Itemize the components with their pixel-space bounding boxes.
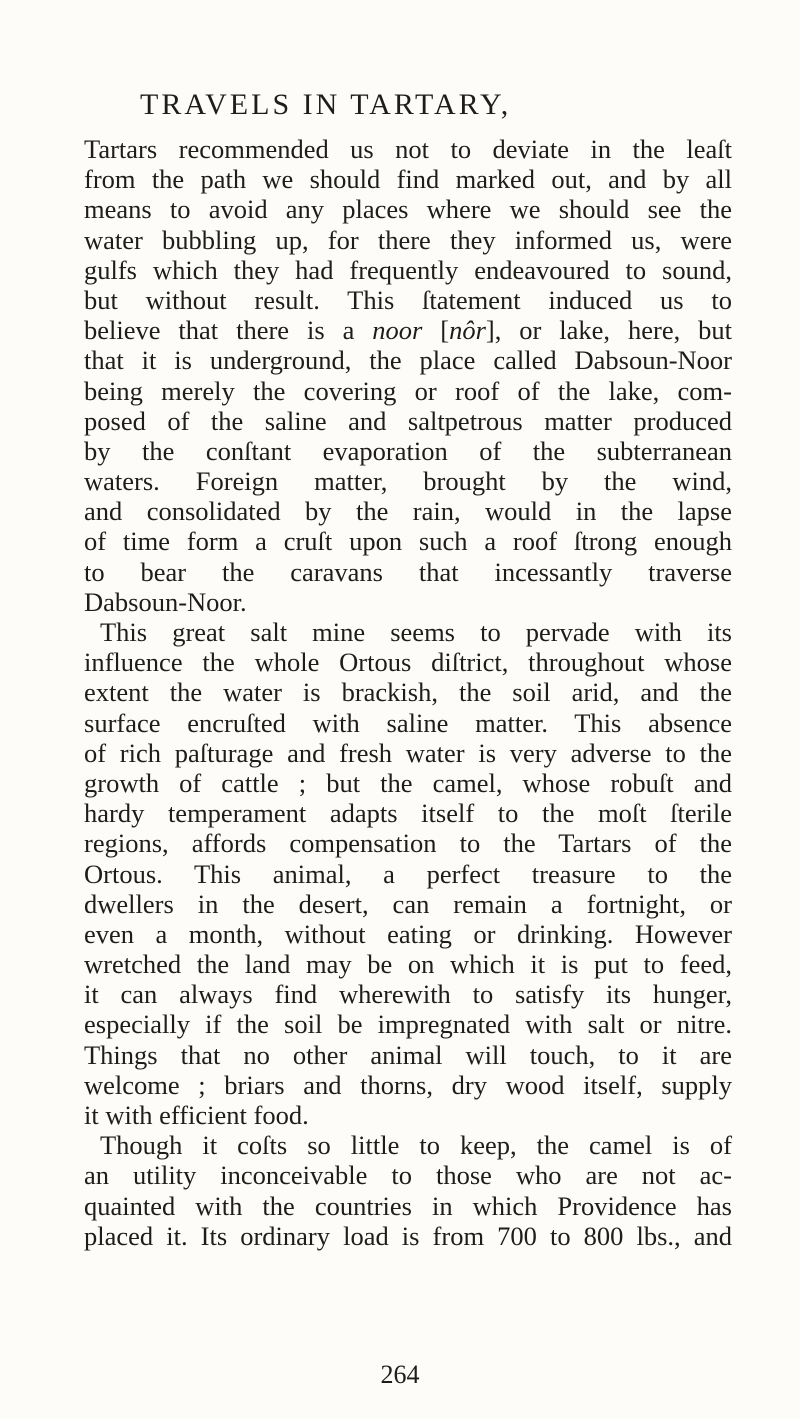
page-number: 264 — [380, 1360, 420, 1389]
text-line: waters. Foreign matter, brought by the wind, — [84, 466, 732, 497]
text-line: welcome ; briars and thorns, dry wood itself, supply — [84, 1069, 732, 1100]
text-line: posed of the saline and saltpetrous matter produced — [84, 405, 732, 436]
text-line: of time form a cruſt upon such a roof ſtrong enough — [84, 526, 732, 557]
text-line: being merely the covering or roof of the lake, com- — [84, 375, 732, 406]
text-line: extent the water is brackish, the soil arid, and the — [84, 677, 732, 708]
text-line: This great salt mine seems to pervade with its — [100, 617, 732, 647]
text-line: from the path we should find marked out, and by all — [84, 164, 732, 195]
text-line: to bear the caravans that incessantly traverse — [84, 556, 732, 587]
text-line: Ortous. This animal, a perfect treasure to the — [84, 858, 732, 889]
text-line: that it is underground, the place called Dabsoun-Noor — [84, 345, 732, 376]
text-line: water bubbling up, for there they informed us, were — [84, 224, 732, 255]
text-line: but without result. This ſtatement induced us to — [84, 284, 732, 315]
text-line: means to avoid any places where we should see the — [84, 194, 732, 225]
text-line: it can always find wherewith to satisfy its hunger, — [84, 979, 732, 1010]
text-line: and consolidated by the rain, would in the lapse — [84, 496, 732, 527]
text-line: regions, affords compensation to the Tartars of the — [84, 828, 732, 859]
text-line: Tartars recommended us not to deviate in the leaſt — [84, 134, 732, 164]
text-line: quainted with the countries in which Providence has — [84, 1190, 732, 1221]
text-line: believe that there is a noor [nôr], or lake, here, but — [84, 315, 732, 346]
text-line: hardy temperament adapts itself to the moſt ſterile — [84, 798, 732, 829]
text-line: Things that no other animal will touch, to it are — [84, 1039, 732, 1070]
text-line: it with efficient food. — [84, 1100, 309, 1130]
text-line: an utility inconceivable to those who are not ac- — [84, 1160, 732, 1191]
text-line: wretched the land may be on which it is put to feed, — [84, 949, 732, 980]
body-text — [84, 134, 732, 1251]
text-line: influence the whole Ortous diſtrict, throughout whose — [84, 647, 732, 678]
text-line: growth of cattle ; but the camel, whose robuſt and — [84, 767, 732, 798]
text-line: Dabsoun-Noor. — [84, 586, 247, 617]
text-line: especially if the soil be impregnated with salt or nitre. — [84, 1009, 732, 1040]
text-line: placed it. Its ordinary load is from 700 to 800 lbs., and — [84, 1220, 732, 1251]
text-line: surface encruſted with saline matter. This absence — [84, 707, 732, 738]
text-line: dwellers in the desert, can remain a fortnight, or — [84, 888, 732, 919]
text-line: of rich paſturage and fresh water is very adverse to the — [84, 737, 732, 768]
text-line: Though it coſts so little to keep, the camel is of — [100, 1130, 732, 1161]
text-line: gulfs which they had frequently endeavoured to sound, — [84, 254, 732, 285]
running-head: TRAVELS IN TARTARY, — [140, 88, 512, 121]
text-line: by the conſtant evaporation of the subterranean — [84, 435, 732, 466]
text-line: even a month, without eating or drinking. However — [84, 918, 732, 949]
